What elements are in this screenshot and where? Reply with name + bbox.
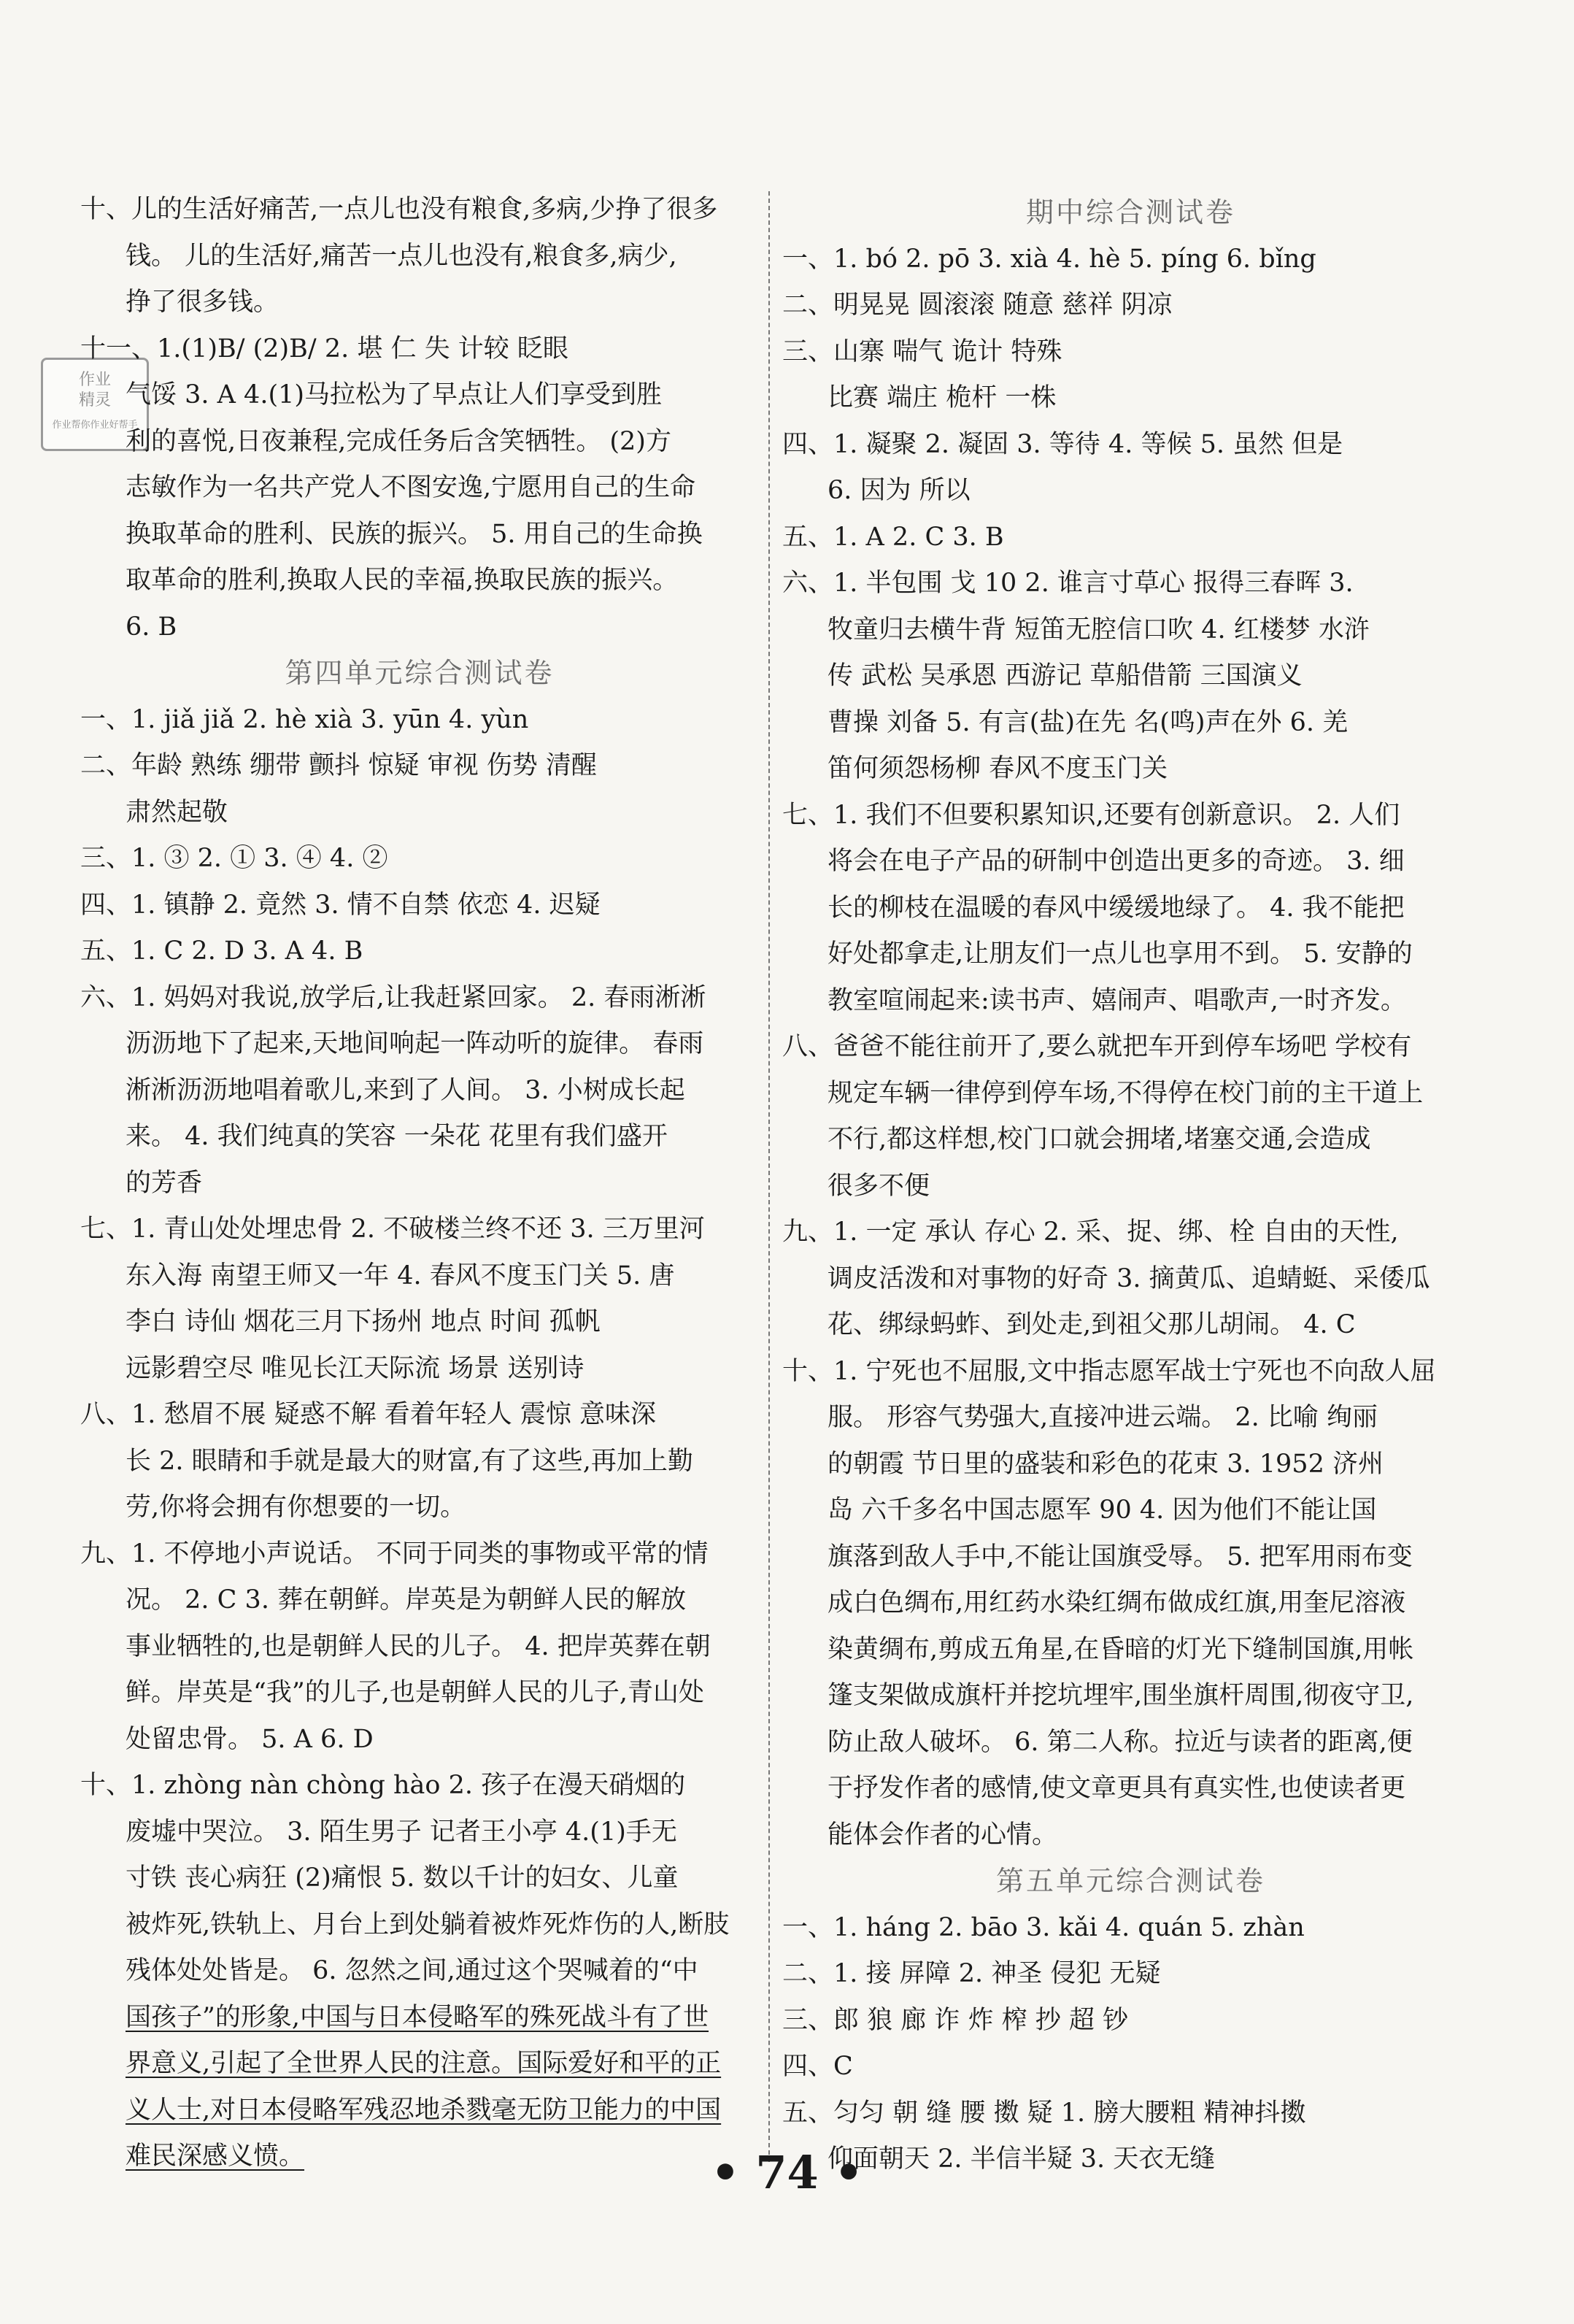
answer-line: 来。 4. 我们纯真的笑容 一朵花 花里有我们盛开 xyxy=(126,1122,668,1151)
answer-line: 于抒发作者的感情,使文章更具有真实性,也使读者更 xyxy=(827,1774,1406,1803)
column-divider xyxy=(768,191,770,2162)
answer-line: 淅淅沥沥地唱着歌儿,来到了人间。 3. 小树成长起 xyxy=(126,1075,685,1105)
answer-line: 气馁 3. A 4.(1)马拉松为了早点让人们享受到胜 xyxy=(126,380,663,409)
answer-line: 成白色绸布,用红药水染红绸布做成红旗,用奎尼溶液 xyxy=(827,1588,1406,1617)
answer-line: 肃然起敬 xyxy=(126,797,228,827)
answer-line: 六、1. 半包围 戈 10 2. 谁言寸草心 报得三春晖 3. xyxy=(782,569,1354,598)
answer-line: 笛何须怨杨柳 春风不度玉门关 xyxy=(827,754,1168,783)
answer-line: 九、1. 一定 承认 存心 2. 采、捉、绑、栓 自由的天性, xyxy=(782,1217,1399,1247)
answer-line: 李白 诗仙 烟花三月下扬州 地点 时间 孤帆 xyxy=(126,1307,601,1336)
answer-line: 十、儿的生活好痛苦,一点儿也没有粮食,多病,少挣了很多 xyxy=(80,195,718,224)
answer-line: 防止敌人破坏。 6. 第二人称。拉近与读者的距离,便 xyxy=(827,1727,1413,1757)
answer-line: 长 2. 眼睛和手就是最大的财富,有了这些,再加上勤 xyxy=(126,1446,693,1476)
left-column xyxy=(80,187,759,2180)
answer-line: 八、1. 愁眉不展 疑惑不解 看着年轻人 震惊 意味深 xyxy=(80,1400,657,1429)
answer-line: 换取革命的胜利、民族的振兴。 5. 用自己的生命换 xyxy=(126,519,703,549)
answer-line: 九、1. 不停地小声说话。 不同于同类的事物或平常的情 xyxy=(80,1539,709,1569)
answer-line: 八、爸爸不能往前开了,要么就把车开到停车场吧 学校有 xyxy=(782,1032,1412,1061)
answer-line: 长的柳枝在温暖的春风中缓缓地绿了。 4. 我不能把 xyxy=(827,893,1405,923)
answer-line: 七、1. 我们不但要积累知识,还要有创新意识。 2. 人们 xyxy=(782,800,1400,830)
underlined-answer-line: 难民深感义愤。 xyxy=(126,2142,305,2171)
right-column xyxy=(782,190,1479,2183)
section-heading: 第五单元综合测试卷 xyxy=(995,1865,1265,1897)
answer-line: 6. B xyxy=(126,612,177,642)
answer-line: 牧童归去横牛背 短笛无腔信口吹 4. 红楼梦 水浒 xyxy=(827,615,1370,645)
underlined-answer-line: 义人士,对日本侵略军残忍地杀戮毫无防卫能力的中国 xyxy=(126,2095,722,2125)
answer-line: 的朝霞 节日里的盛装和彩色的花束 3. 1952 济州 xyxy=(827,1449,1384,1479)
answer-line: 二、1. 接 屏障 2. 神圣 侵犯 无疑 xyxy=(782,1959,1161,1988)
answer-line: 利的喜悦,日夜兼程,完成任务后含笑牺牲。 (2)方 xyxy=(126,426,671,456)
answer-line: 不行,都这样想,校门口就会拥堵,堵塞交通,会造成 xyxy=(827,1125,1371,1154)
answer-line: 五、1. C 2. D 3. A 4. B xyxy=(80,936,363,966)
answer-line: 事业牺牲的,也是朝鲜人民的儿子。 4. 把岸英葬在朝 xyxy=(126,1631,711,1661)
page-number: • 74 • xyxy=(711,2146,863,2199)
answer-line: 比赛 端庄 桅杆 一株 xyxy=(827,383,1057,412)
answer-line: 一、1. bó 2. pō 3. xià 4. hè 5. píng 6. bǐng xyxy=(782,244,1316,274)
answer-line: 远影碧空尽 唯见长江天际流 场景 送别诗 xyxy=(126,1353,585,1383)
section-heading: 第四单元综合测试卷 xyxy=(285,657,555,689)
answer-line: 十一、1.(1)B/ (2)B/ 2. 堪 仁 失 计较 眨眼 xyxy=(80,334,568,363)
answer-line: 调皮活泼和对事物的好奇 3. 摘黄瓜、追蜻蜓、采倭瓜 xyxy=(827,1263,1430,1293)
answer-line: 一、1. háng 2. bāo 3. kǎi 4. quán 5. zhàn xyxy=(782,1912,1305,1942)
answer-line: 三、山寨 喘气 诡计 特殊 xyxy=(782,336,1062,366)
answer-line: 三、1. ③ 2. ① 3. ④ 4. ② xyxy=(80,844,388,873)
answer-line: 花、绑绿蚂蚱、到处走,到祖父那儿胡闹。 4. C xyxy=(827,1310,1356,1339)
answer-line: 取革命的胜利,换取人民的幸福,换取民族的振兴。 xyxy=(126,566,679,595)
answer-line: 六、1. 妈妈对我说,放学后,让我赶紧回家。 2. 春雨淅淅 xyxy=(80,982,706,1012)
answer-line: 岛 六千多名中国志愿军 90 4. 因为他们不能让国 xyxy=(827,1496,1377,1525)
answer-line: 服。 形容气势强大,直接冲进云端。 2. 比喻 绚丽 xyxy=(827,1403,1378,1432)
answer-line: 被炸死,铁轨上、月台上到处躺着被炸死炸伤的人,断肢 xyxy=(126,1909,730,1939)
answer-line: 旗落到敌人手中,不能让国旗受辱。 5. 把军用雨布变 xyxy=(827,1542,1413,1571)
answer-line: 二、年龄 熟练 绷带 颤抖 惊疑 审视 伤势 清醒 xyxy=(80,751,597,780)
answer-line: 寸铁 丧心病狂 (2)痛恨 5. 数以千计的妇女、儿童 xyxy=(126,1863,679,1893)
watermark-stamp: 作业 精灵 作业帮你作业好帮手 xyxy=(41,358,149,451)
answer-line: 曹操 刘备 5. 有言(盐)在先 名(鸣)声在外 6. 羌 xyxy=(827,707,1349,737)
answer-line: 篷支架做成旗杆并挖坑埋牢,围坐旗杆周围,彻夜守卫, xyxy=(827,1681,1414,1710)
answer-line: 四、C xyxy=(782,2052,853,2081)
answer-line: 五、1. A 2. C 3. B xyxy=(782,522,1004,552)
answer-line: 残体处处皆是。 6. 忽然之间,通过这个哭喊着的“中 xyxy=(126,1956,698,1985)
answer-line: 三、郎 狼 廊 诈 炸 榨 抄 超 钞 xyxy=(782,2005,1129,2035)
answer-line: 6. 因为 所以 xyxy=(827,476,971,505)
answer-line: 十、1. 宁死也不屈服,文中指志愿军战士宁死也不向敌人屈 xyxy=(782,1356,1436,1386)
answer-line: 鲜。岸英是“我”的儿子,也是朝鲜人民的儿子,青山处 xyxy=(126,1678,705,1707)
answer-line: 劳,你将会拥有你想要的一切。 xyxy=(126,1493,466,1522)
answer-line: 教室喧闹起来:读书声、嬉闹声、唱歌声,一时齐发。 xyxy=(827,985,1406,1015)
answer-line: 二、明晃晃 圆滚滚 随意 慈祥 阴凉 xyxy=(782,290,1173,320)
underlined-answer-line: 界意义,引起了全世界人民的注意。国际爱好和平的正 xyxy=(126,2049,722,2078)
answer-line: 况。 2. C 3. 葬在朝鲜。岸英是为朝鲜人民的解放 xyxy=(126,1585,687,1615)
answer-line: 钱。 儿的生活好,痛苦一点儿也没有,粮食多,病少, xyxy=(126,241,677,271)
answer-line: 处留忠骨。 5. A 6. D xyxy=(126,1724,374,1754)
answer-line: 将会在电子产品的研制中创造出更多的奇迹。 3. 细 xyxy=(827,847,1405,876)
answer-line: 志敏作为一名共产党人不图安逸,宁愿用自己的生命 xyxy=(126,473,696,502)
underlined-answer-line: 国孩子”的形象,中国与日本侵略军的殊死战斗有了世 xyxy=(126,2002,709,2032)
answer-line: 四、1. 镇静 2. 竟然 3. 情不自禁 依恋 4. 迟疑 xyxy=(80,890,601,920)
answer-line: 的芳香 xyxy=(126,1168,203,1198)
answer-line: 仰面朝天 2. 半信半疑 3. 天衣无缝 xyxy=(827,2144,1216,2174)
answer-line: 染黄绸布,剪成五角星,在昏暗的灯光下缝制国旗,用帐 xyxy=(827,1634,1414,1664)
answer-line: 能体会作者的心情。 xyxy=(827,1820,1058,1850)
answer-line: 十、1. zhòng nàn chòng hào 2. 孩子在漫天硝烟的 xyxy=(80,1771,686,1800)
answer-line: 四、1. 凝聚 2. 凝固 3. 等待 4. 等候 5. 虽然 但是 xyxy=(782,429,1343,459)
answer-line: 挣了很多钱。 xyxy=(126,288,279,317)
answer-line: 五、匀匀 朝 缝 腰 擞 疑 1. 膀大腰粗 精神抖擞 xyxy=(782,2098,1306,2128)
answer-line: 东入海 南望王师又一年 4. 春风不度玉门关 5. 唐 xyxy=(126,1261,675,1290)
answer-line: 传 武松 吴承恩 西游记 草船借箭 三国演义 xyxy=(827,661,1303,690)
answer-line: 沥沥地下了起来,天地间响起一阵动听的旋律。 春雨 xyxy=(126,1029,704,1058)
answer-line: 规定车辆一律停到停车场,不得停在校门前的主干道上 xyxy=(827,1078,1424,1108)
answer-line: 废墟中哭泣。 3. 陌生男子 记者王小亭 4.(1)手无 xyxy=(126,1817,677,1847)
answer-line: 一、1. jiǎ jiǎ 2. hè xià 3. yūn 4. yùn xyxy=(80,704,529,734)
answer-line: 好处都拿走,让朋友们一点儿也享用不到。 5. 安静的 xyxy=(827,939,1413,969)
section-heading: 期中综合测试卷 xyxy=(1025,196,1235,228)
answer-line: 七、1. 青山处处埋忠骨 2. 不破楼兰终不还 3. 三万里河 xyxy=(80,1215,705,1244)
answer-line: 很多不便 xyxy=(827,1171,930,1201)
